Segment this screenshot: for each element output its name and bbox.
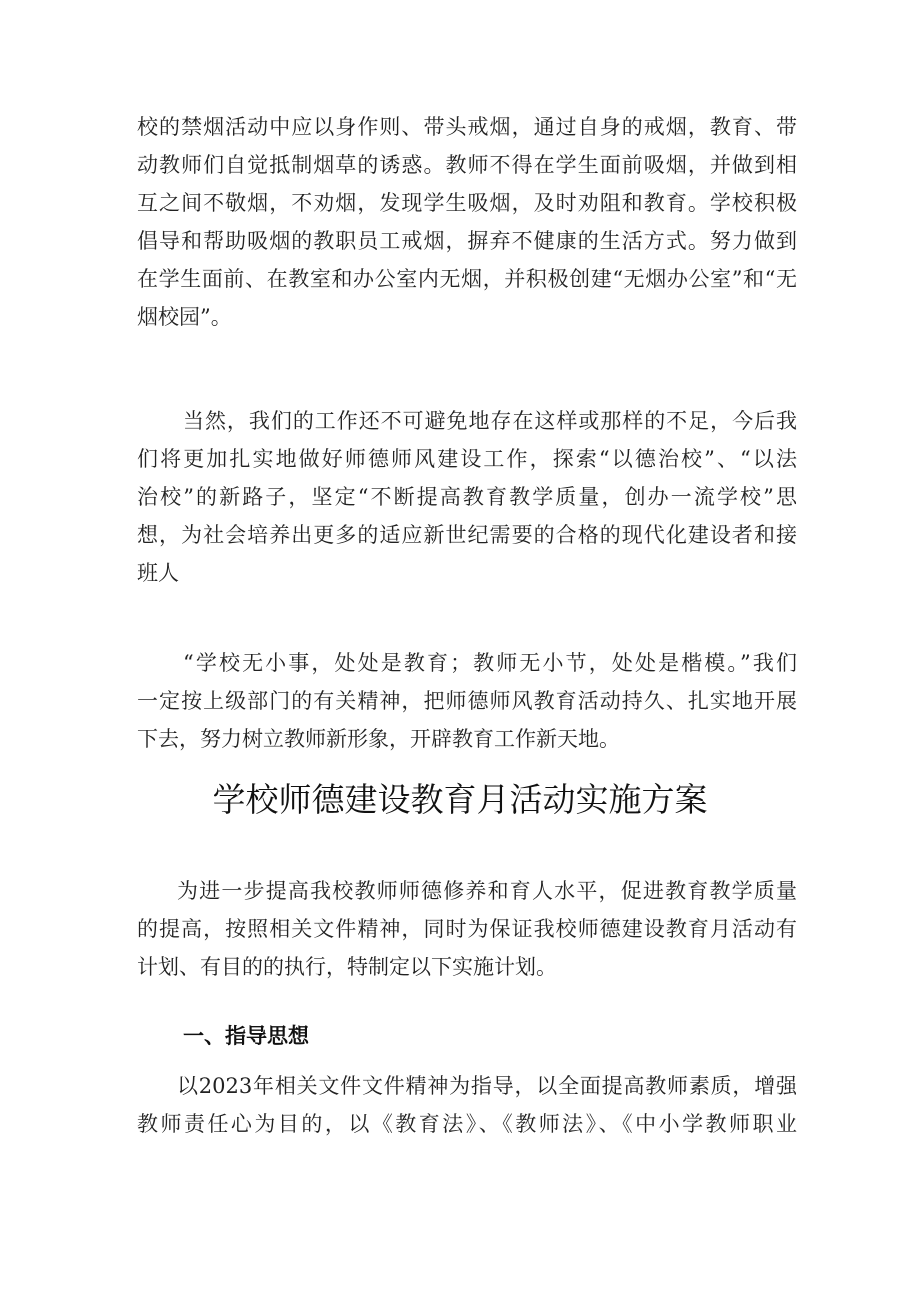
text-line: “学校无小事，处处是教育；教师无小节，处处是楷模。”我们 xyxy=(183,651,797,675)
text-line: 想，为社会培养出更多的适应新世纪需要的合格的现代化建设者和接 xyxy=(137,523,797,547)
text-line: 计划、有目的的执行，特制定以下实施计划。 xyxy=(137,955,557,979)
text-line: 的提高，按照相关文件精神，同时为保证我校师德建设教育月活动有 xyxy=(137,917,797,941)
text-line: 为进一步提高我校教师师德修养和育人水平，促进教育教学质量 xyxy=(177,879,797,903)
text-line: 一定按上级部门的有关精神，把师德师风教育活动持久、扎实地开展 xyxy=(137,689,797,713)
text-line: 下去，努力树立教师新形象，开辟教育工作新天地。 xyxy=(137,727,620,751)
section-heading: 一、指导思想 xyxy=(183,1024,309,1048)
text-line: 们将更加扎实地做好师德师风建设工作，探索“以德治校”、“以法 xyxy=(137,447,797,471)
text-line: 以2023年相关文件文件精神为指导，以全面提高教师素质，增强 xyxy=(177,1074,797,1098)
text-line: 烟校园”。 xyxy=(137,305,232,329)
document-title: 学校师德建设教育月活动实施方案 xyxy=(212,780,708,819)
paragraph-guiding-ideology xyxy=(137,1067,797,1143)
text-line: 当然，我们的工作还不可避免地存在这样或那样的不足，今后我 xyxy=(183,409,797,433)
paragraph-motto xyxy=(137,644,797,758)
text-line: 教师责任心为目的，以《教育法》、《教师法》、《中小学教师职业 xyxy=(137,1112,797,1136)
paragraph-no-smoking xyxy=(137,108,797,336)
text-line: 倡导和帮助吸烟的教职员工戒烟，摒弃不健康的生活方式。努力做到 xyxy=(137,229,797,253)
text-line: 互之间不敬烟，不劝烟，发现学生吸烟，及时劝阻和教育。学校积极 xyxy=(137,191,797,215)
paragraph-introduction xyxy=(137,872,797,986)
text-line: 班人 xyxy=(137,561,179,585)
text-line: 治校”的新路子，坚定“不断提高教育教学质量，创办一流学校”思 xyxy=(137,485,797,509)
text-line: 校的禁烟活动中应以身作则、带头戒烟，通过自身的戒烟，教育、带 xyxy=(137,115,797,139)
paragraph-shortcomings xyxy=(137,402,797,592)
text-line: 动教师们自觉抵制烟草的诱惑。教师不得在学生面前吸烟，并做到相 xyxy=(137,153,797,177)
text-line: 在学生面前、在教室和办公室内无烟，并积极创建“无烟办公室”和“无 xyxy=(137,267,797,291)
